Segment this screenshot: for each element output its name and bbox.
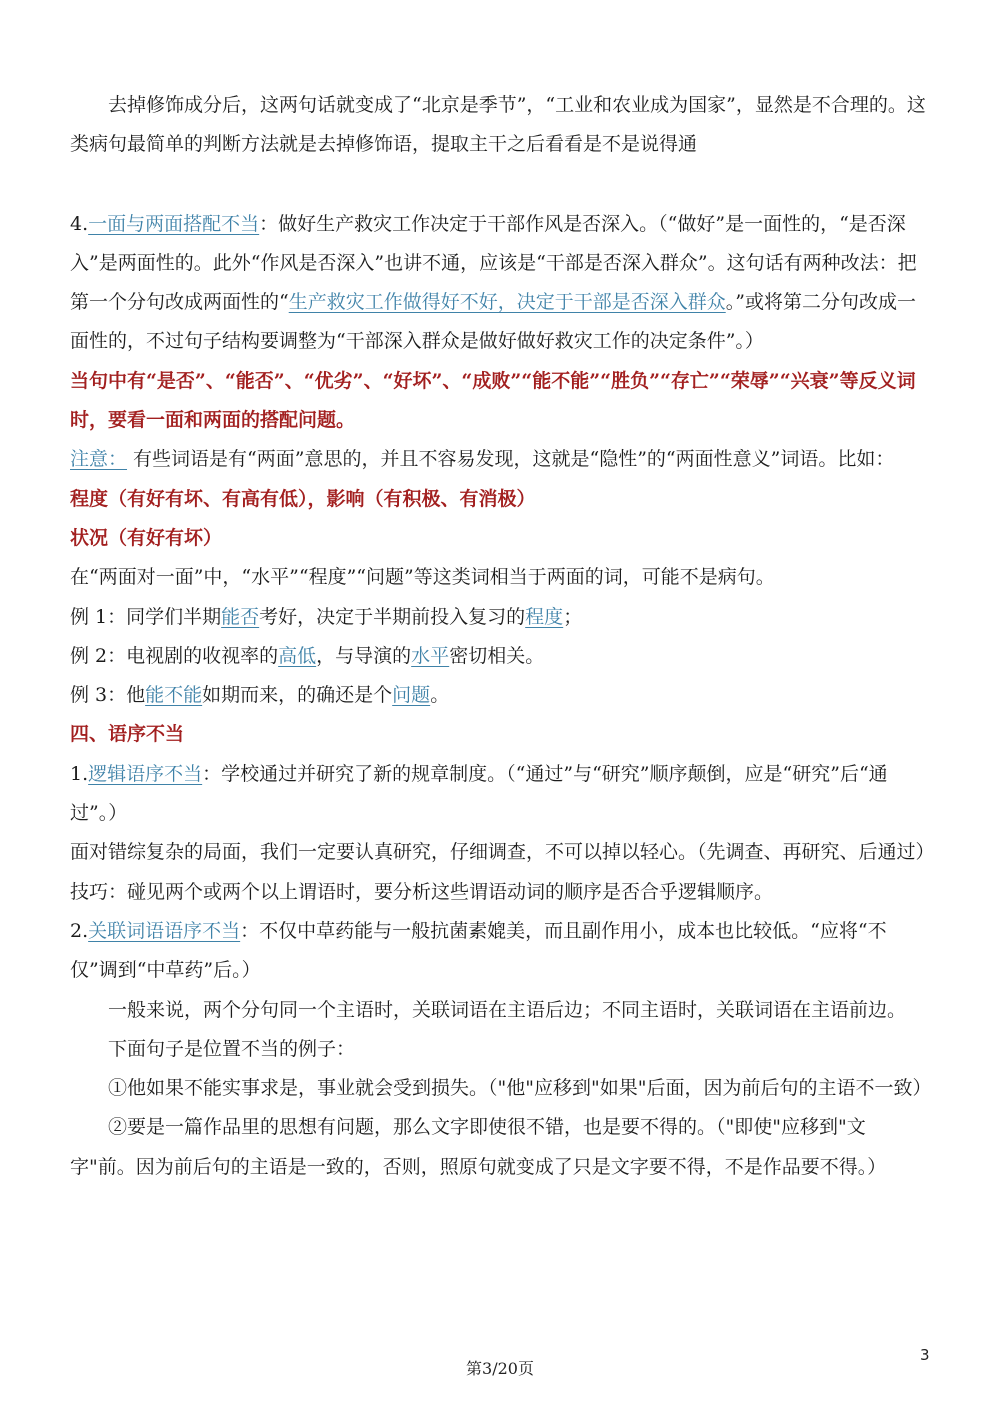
- item-4-fix-link[interactable]: 生产救灾工作做得好不好，决定于干部是否深入群众: [288, 291, 726, 314]
- item-1-title-link[interactable]: 逻辑语序不当: [88, 762, 203, 785]
- example-words-line-1: 程度（有好有坏、有高有低），影响（有积极、有消极）: [70, 487, 536, 510]
- item-1-paragraph: [70, 755, 930, 834]
- example-2-keyword-link[interactable]: 高低: [278, 644, 317, 667]
- item-2-paragraph: [70, 912, 930, 991]
- item-2-lead: 下面句子是位置不当的例子：: [108, 1037, 356, 1060]
- example-1-end: ；: [563, 605, 583, 628]
- example-2-text: 例 2：电视剧的收视率的: [70, 644, 279, 667]
- note-label-link[interactable]: 注意：: [70, 448, 128, 471]
- item-4-body: ：做好生产救灾工作决定于干部作风是否深入。（“做好”是一面性的，“是否深入”是两面性的。此外“作风是否深入”也讲不通，应该是“干部是否深入群众”。这句话有两种改法：把第一个分句改成两面性的“: [70, 212, 917, 314]
- note-paragraph: [70, 440, 930, 479]
- item-2-example-1: ①他如果不能实事求是，事业就会受到损失。（"他"应移到"如果"后面，因为前后句的主语不一致）: [108, 1077, 932, 1100]
- item-1-number: 1.: [70, 762, 89, 785]
- document-body: [70, 86, 935, 1187]
- rule-paragraph: 当句中有“是否”、“能否”、“优劣”、“好坏”、“成败”“能不能”“胜负”“存亡”“荣辱”“兴衰”等反义词时，要看一面和两面的搭配问题。: [70, 369, 916, 432]
- example-2-keyword2-link[interactable]: 水平: [411, 644, 450, 667]
- example-words-line-2: 状况（有好有坏）: [70, 526, 223, 549]
- example-3-text: 例 3：他: [70, 684, 146, 707]
- item-2-body: ：不仅中草药能与一般抗菌素媲美，而且副作用小，成本也比较低。“应将“不仅”调到“中草药”后。）: [70, 919, 887, 982]
- page-number: 3: [920, 1346, 930, 1364]
- intro-paragraph: 去掉修饰成分后，这两句话就变成了“北京是季节”，“工业和农业成为国家”，显然是不合理的。这类病句最简单的判断方法就是去掉修饰语，提取主干之后看看是不是说得通: [70, 94, 926, 156]
- item-4-body-end: 。”或将第二分句改成一面性的，不过句子结构要调整为“干部深入群众是做好做好救灾工作的决定条件”。）: [70, 291, 916, 353]
- item-2-explain: 一般来说，两个分句同一个主语时，关联词语在主语后边；不同主语时，关联词语在主语前边。: [108, 998, 907, 1021]
- example-1-keyword2-link[interactable]: 程度: [525, 605, 564, 628]
- example-2-end: 密切相关。: [449, 644, 545, 667]
- item-1-tip: 技巧：碰见两个或两个以上谓语时，要分析这些谓语动词的顺序是否合乎逻辑顺序。: [70, 880, 774, 903]
- example-3-end: 。: [430, 684, 450, 707]
- item-2-example-2: ②要是一篇作品里的思想有问题，那么文字即使很不错，也是要不得的。（"即使"应移到"文字"前。因为前后句的主语是一致的，否则，照原句就变成了只是文字要不得，不是作品要不得。）: [70, 1116, 887, 1178]
- item-2-number: 2.: [70, 919, 89, 942]
- item-2-title-link[interactable]: 关联词语语序不当: [88, 919, 241, 942]
- example-3-keyword2-link[interactable]: 问题: [392, 684, 431, 707]
- example-1: [70, 598, 930, 637]
- example-1-text: 例 1：同学们半期: [70, 605, 222, 628]
- section-heading: 四、语序不当: [70, 723, 185, 746]
- item-1-example: 面对错综复杂的局面，我们一定要认真研究，仔细调查，不可以掉以轻心。（先调查、再研究、后通过）: [70, 841, 935, 864]
- note-text: 有些词语是有“两面”意思的，并且不容易发现，这就是“隐性”的“两面性意义”词语。比如：: [127, 448, 895, 471]
- item-4-paragraph: [70, 205, 930, 362]
- example-3-text-mid: 如期而来，的确还是个: [202, 684, 393, 707]
- item-1-body: ：学校通过并研究了新的规章制度。（“通过”与“研究”顺序颠倒，应是“研究”后“通过”。）: [70, 762, 888, 825]
- item-4-number: 4.: [70, 212, 89, 235]
- example-1-keyword-link[interactable]: 能否: [221, 605, 260, 628]
- example-3-keyword-link[interactable]: 能不能: [145, 684, 203, 707]
- example-2: [70, 637, 930, 676]
- example-1-text-mid: 考好，决定于半期前投入复习的: [259, 605, 526, 628]
- item-4-title-link[interactable]: 一面与两面搭配不当: [88, 212, 260, 235]
- page-footer-label: 第3/20页: [466, 1359, 534, 1378]
- spacer: [70, 165, 930, 205]
- example-3: [70, 676, 930, 715]
- example-2-text-mid: ，与导演的: [316, 644, 412, 667]
- explain-paragraph: 在“两面对一面”中，“水平”“程度”“问题”等这类词相当于两面的词，可能不是病句。: [70, 566, 775, 589]
